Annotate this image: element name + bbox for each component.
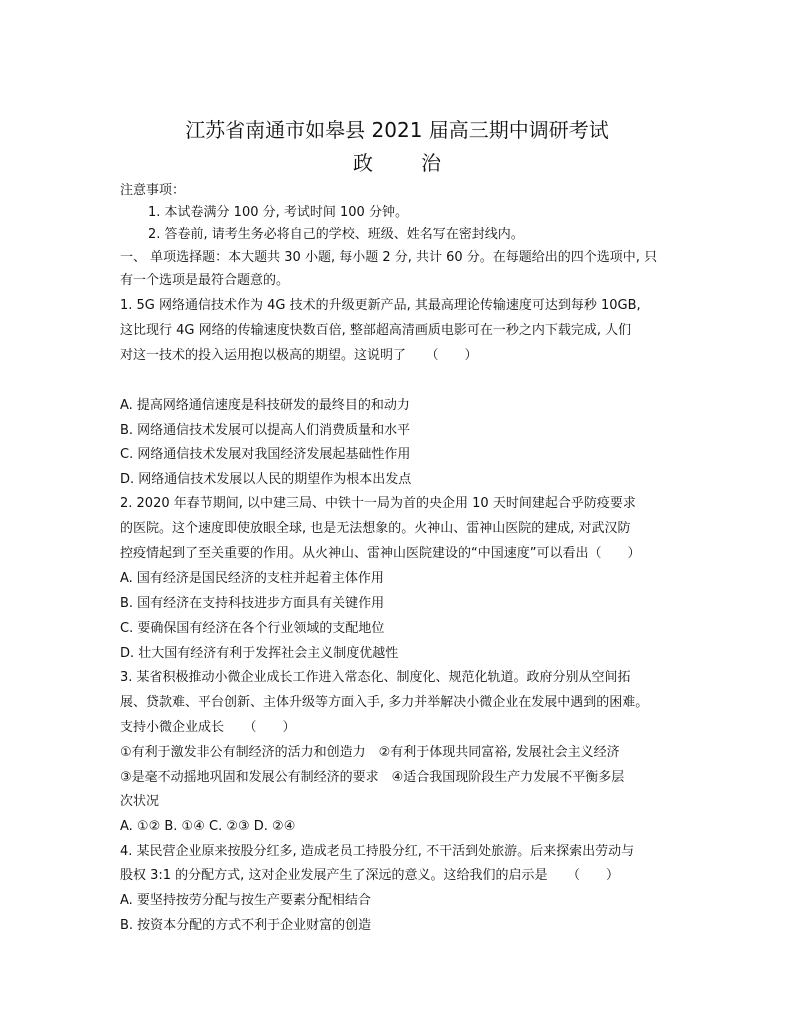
question-option: B. 网络通信技术发展可以提高人们消费质量和水平 [120, 423, 411, 438]
question-option: D. 壮大国有经济有利于发挥社会主义制度优越性 [120, 646, 399, 661]
question-option: A. 国有经济是国民经济的支柱并起着主体作用 [120, 571, 384, 586]
question-stem: 这比现行 4G 网络的传输速度快数百倍, 整部超高清画质电影可在一秒之内下载完成, 人们 [120, 323, 632, 338]
question-stem: 1. 5G 网络通信技术作为 4G 技术的升级更新产品, 其最高理论传输速度可达到每秒 10GB, [120, 298, 641, 313]
exam-title: 江苏省南通市如皋县 2021 届高三期中调研考试 [185, 118, 609, 142]
question-stem: 2. 2020 年春节期间, 以中建三局、中铁十一局为首的央企用 10 天时间建起合乎防疫要求 [120, 496, 636, 511]
question-statement: ③是毫不动摇地巩固和发展公有制经济的要求 ④适合我国现阶段生产力发展不平衡多层 [120, 770, 625, 785]
question-option: A. 提高网络通信速度是科技研发的最终目的和动力 [120, 398, 410, 413]
section-instructions: 有一个选项是最符合题意的。 [120, 273, 290, 288]
question-stem: 的医院。这个速度即使放眼全球, 也是无法想象的。火神山、雷神山医院的建成, 对武汉防 [120, 521, 631, 536]
question-option: B. 国有经济在支持科技进步方面具有关键作用 [120, 596, 385, 611]
question-option: C. 网络通信技术发展对我国经济发展起基础性作用 [120, 447, 411, 462]
question-statement: ①有利于激发非公有制经济的活力和创造力 ②有利于体现共同富裕, 发展社会主义经济 [120, 745, 620, 760]
question-stem: 支持小微企业成长 （ ） [120, 720, 296, 735]
question-option: C. 要确保国有经济在各个行业领域的支配地位 [120, 621, 385, 636]
question-stem: 4. 某民营企业原来按股分红多, 造成老员工持股分红, 不干活到处旅游。后来探索出劳动与 [120, 844, 635, 859]
question-option: D. 网络通信技术发展以人民的期望作为根本出发点 [120, 472, 412, 487]
notice-item: 2. 答卷前, 请考生务必将自己的学校、班级、姓名写在密封线内。 [148, 227, 524, 242]
question-option: B. 按资本分配的方式不利于企业财富的创造 [120, 918, 372, 933]
question-stem: 对这一技术的投入运用抱以极高的期望。这说明了 （ ） [120, 348, 478, 363]
question-stem: 控疫情起到了至关重要的作用。从火神山、雷神山医院建设的“中国速度”可以看出（ ） [120, 546, 641, 561]
question-option: A. 要坚持按劳分配与按生产要素分配相结合 [120, 893, 371, 908]
question-option: A. ①② B. ①④ C. ②③ D. ②④ [120, 819, 296, 834]
section-instructions: 一、 单项选择题：本大题共 30 小题, 每小题 2 分, 共计 60 分。在每题给出的四个选项中, 只 [120, 250, 658, 265]
subject-title [0, 150, 794, 176]
question-stem: 展、贷款难、平台创新、主体升级等方面入手, 多力并举解决小微企业在发展中遇到的困难。 [120, 695, 649, 710]
notice-heading: 注意事项： [120, 183, 186, 198]
question-stem: 3. 某省积极推动小微企业成长工作进入常态化、制度化、规范化轨道。政府分别从空间拓 [120, 670, 631, 685]
question-statement: 次状况 [120, 794, 160, 809]
notice-item: 1. 本试卷满分 100 分, 考试时间 100 分钟。 [148, 205, 408, 220]
subject-char-right: 治 [421, 151, 441, 175]
subject-char-left: 政 [353, 151, 373, 175]
question-stem: 股权 3:1 的分配方式, 这对企业发展产生了深远的意义。这给我们的启示是 （ ） [120, 868, 619, 883]
